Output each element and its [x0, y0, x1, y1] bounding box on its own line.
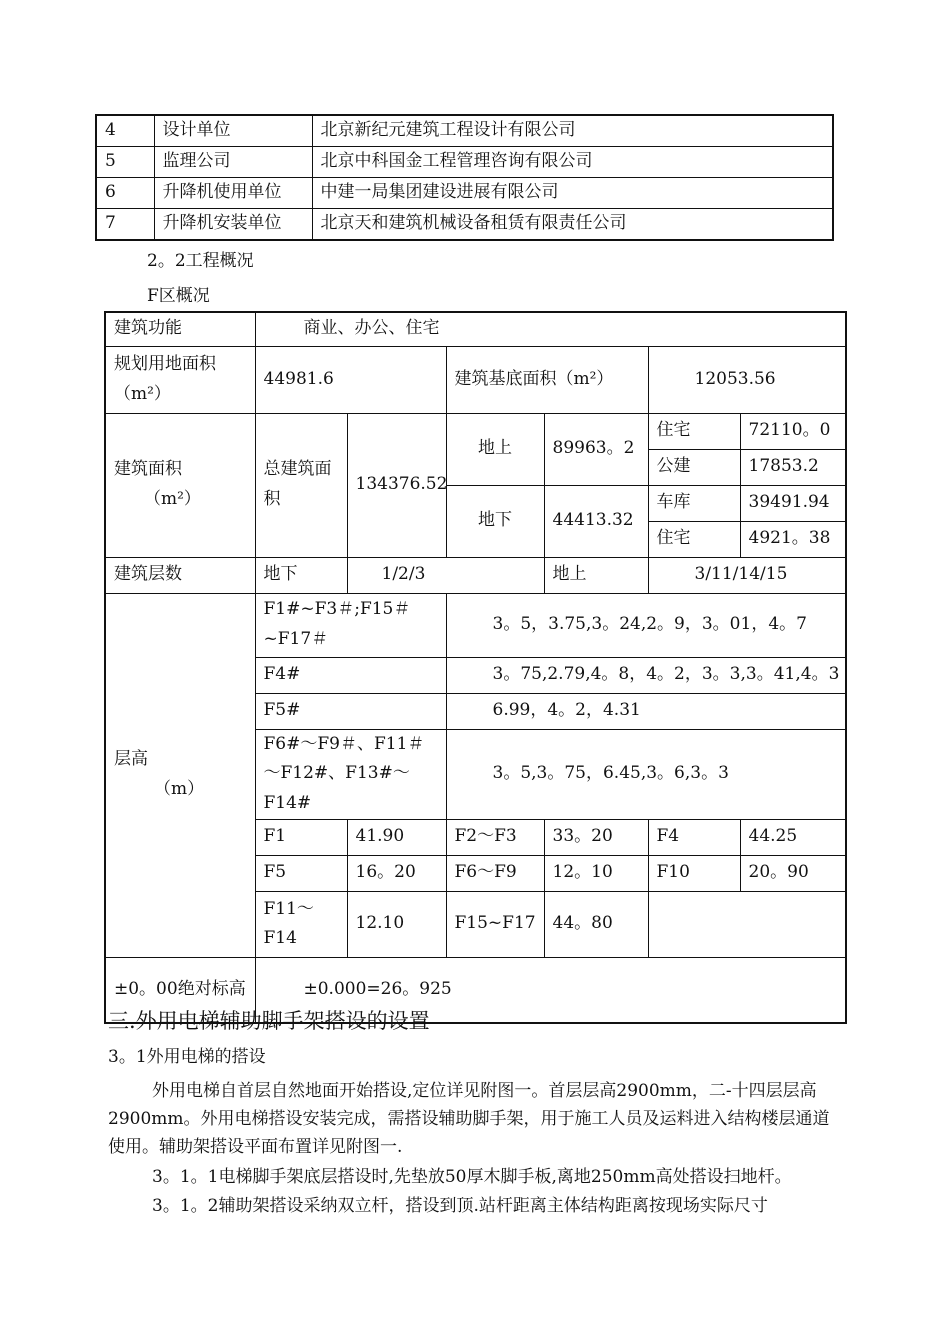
floors-below-label: 地下 — [255, 557, 347, 593]
height-group-label: F4# — [255, 657, 446, 693]
land-area-label: 规划用地面积（m²） — [105, 346, 255, 413]
table-row — [96, 209, 833, 241]
row-number: 5 — [96, 147, 154, 178]
below-ground-value: 44413.32 — [544, 485, 648, 557]
use-label: 车库 — [648, 485, 740, 521]
total-height-label: F2～F3 — [446, 819, 544, 855]
table-row — [96, 115, 833, 147]
unit-role: 升降机安装单位 — [154, 209, 312, 241]
total-height-value: 12。10 — [544, 855, 648, 891]
base-area-value: 12053.56 — [648, 346, 846, 413]
table-row — [96, 147, 833, 178]
story-height-label — [105, 593, 255, 957]
use-value: 39491.94 — [740, 485, 846, 521]
use-label: 住宅 — [648, 413, 740, 449]
height-group-label: F6#～F9＃、F11＃～F12#、F13#～F14# — [255, 729, 446, 819]
floor-area-label-line1: 建筑面积 — [114, 459, 182, 480]
units-table — [95, 114, 834, 241]
floors-label: 建筑层数 — [105, 557, 255, 593]
use-label: 公建 — [648, 449, 740, 485]
total-height-value: 44。80 — [544, 891, 648, 957]
floors-above-label: 地上 — [544, 557, 648, 593]
row-number: 4 — [96, 115, 154, 147]
table-row — [105, 593, 846, 657]
total-height-label: F5 — [255, 855, 347, 891]
height-group-label: F5# — [255, 693, 446, 729]
empty-cell — [648, 891, 846, 957]
use-value: 17853.2 — [740, 449, 846, 485]
height-group-values: 3。75,2.79,4。8，4。2，3。3,3。41,4。3 — [446, 657, 846, 693]
height-group-label: F1#~F3＃;F15＃~F17＃ — [255, 593, 446, 657]
total-height-value: 33。20 — [544, 819, 648, 855]
total-height-value: 20。90 — [740, 855, 846, 891]
table-row — [96, 178, 833, 209]
paragraph-3: 3。1。2辅助架搭设采纳双立杆，搭设到顶.站杆距离主体结构距离按现场实际尺寸 — [152, 1196, 768, 1216]
table-row — [105, 346, 846, 413]
floor-area-unit: （m²） — [144, 489, 201, 509]
table-row — [105, 312, 846, 346]
elevation-value: ±0.000=26。925 — [255, 957, 846, 1023]
total-area-label: 总建筑面积 — [255, 413, 347, 557]
total-height-label: F10 — [648, 855, 740, 891]
above-ground-label: 地上 — [446, 413, 544, 485]
section-heading-2-2: 2。2工程概况 — [147, 251, 254, 271]
height-group-values: 6.99，4。2，4.31 — [446, 693, 846, 729]
use-value: 72110。0 — [740, 413, 846, 449]
use-value: 4921。38 — [740, 521, 846, 557]
height-group-values: 3。5，3.75,3。24,2。9，3。01，4。7 — [446, 593, 846, 657]
function-label: 建筑功能 — [105, 312, 255, 346]
row-number: 6 — [96, 178, 154, 209]
row-number: 7 — [96, 209, 154, 241]
floors-above-value: 3/11/14/15 — [648, 557, 846, 593]
zone-title: F区概况 — [147, 286, 210, 306]
total-height-label: F4 — [648, 819, 740, 855]
above-ground-value: 89963。2 — [544, 413, 648, 485]
total-height-label: F11～F14 — [255, 891, 347, 957]
total-height-value: 41.90 — [347, 819, 446, 855]
unit-role: 升降机使用单位 — [154, 178, 312, 209]
use-label: 住宅 — [648, 521, 740, 557]
section-heading-3-1: 3。1外用电梯的搭设 — [108, 1047, 266, 1067]
floor-area-label — [105, 413, 255, 557]
section-heading-3: 三.外用电梯辅助脚手架搭设的设置 — [108, 1009, 430, 1033]
unit-name: 中建一局集团建设进展有限公司 — [312, 178, 833, 209]
story-height-label-line1: 层高 — [114, 749, 148, 770]
paragraph-2: 3。1。1电梯脚手架底层搭设时,先垫放50厚木脚手板,离地250mm高处搭设扫地杆。 — [152, 1167, 792, 1187]
unit-name: 北京中科国金工程管理咨询有限公司 — [312, 147, 833, 178]
function-value: 商业、办公、住宅 — [255, 312, 846, 346]
total-area-value: 134376.52 — [347, 413, 446, 557]
base-area-label: 建筑基底面积（m²） — [446, 346, 648, 413]
land-area-value: 44981.6 — [255, 346, 446, 413]
table-row — [105, 557, 846, 593]
total-height-value: 12.10 — [347, 891, 446, 957]
f-zone-table — [104, 311, 847, 1024]
table-row — [105, 413, 846, 449]
total-height-label: F6～F9 — [446, 855, 544, 891]
total-height-label: F1 — [255, 819, 347, 855]
unit-role: 监理公司 — [154, 147, 312, 178]
below-ground-label: 地下 — [446, 485, 544, 557]
elevation-label: ±0。00绝对标高 — [105, 957, 255, 1023]
floors-below-value: 1/2/3 — [347, 557, 544, 593]
unit-role: 设计单位 — [154, 115, 312, 147]
story-height-unit: （m） — [154, 779, 205, 800]
paragraph-1: 外用电梯自首层自然地面开始搭设,定位详见附图一。首层层高2900mm，二-十四层层高2900mm。外用电梯搭设安装完成，需搭设辅助脚手架，用于施工人员及运料进入结构楼层通道使用。辅助架搭设平面布置详见附图一. — [108, 1081, 830, 1157]
unit-name: 北京新纪元建筑工程设计有限公司 — [312, 115, 833, 147]
total-height-value: 44.25 — [740, 819, 846, 855]
height-group-values: 3。5,3。75，6.45,3。6,3。3 — [446, 729, 846, 819]
total-height-label: F15~F17 — [446, 891, 544, 957]
unit-name: 北京天和建筑机械设备租赁有限责任公司 — [312, 209, 833, 241]
total-height-value: 16。20 — [347, 855, 446, 891]
